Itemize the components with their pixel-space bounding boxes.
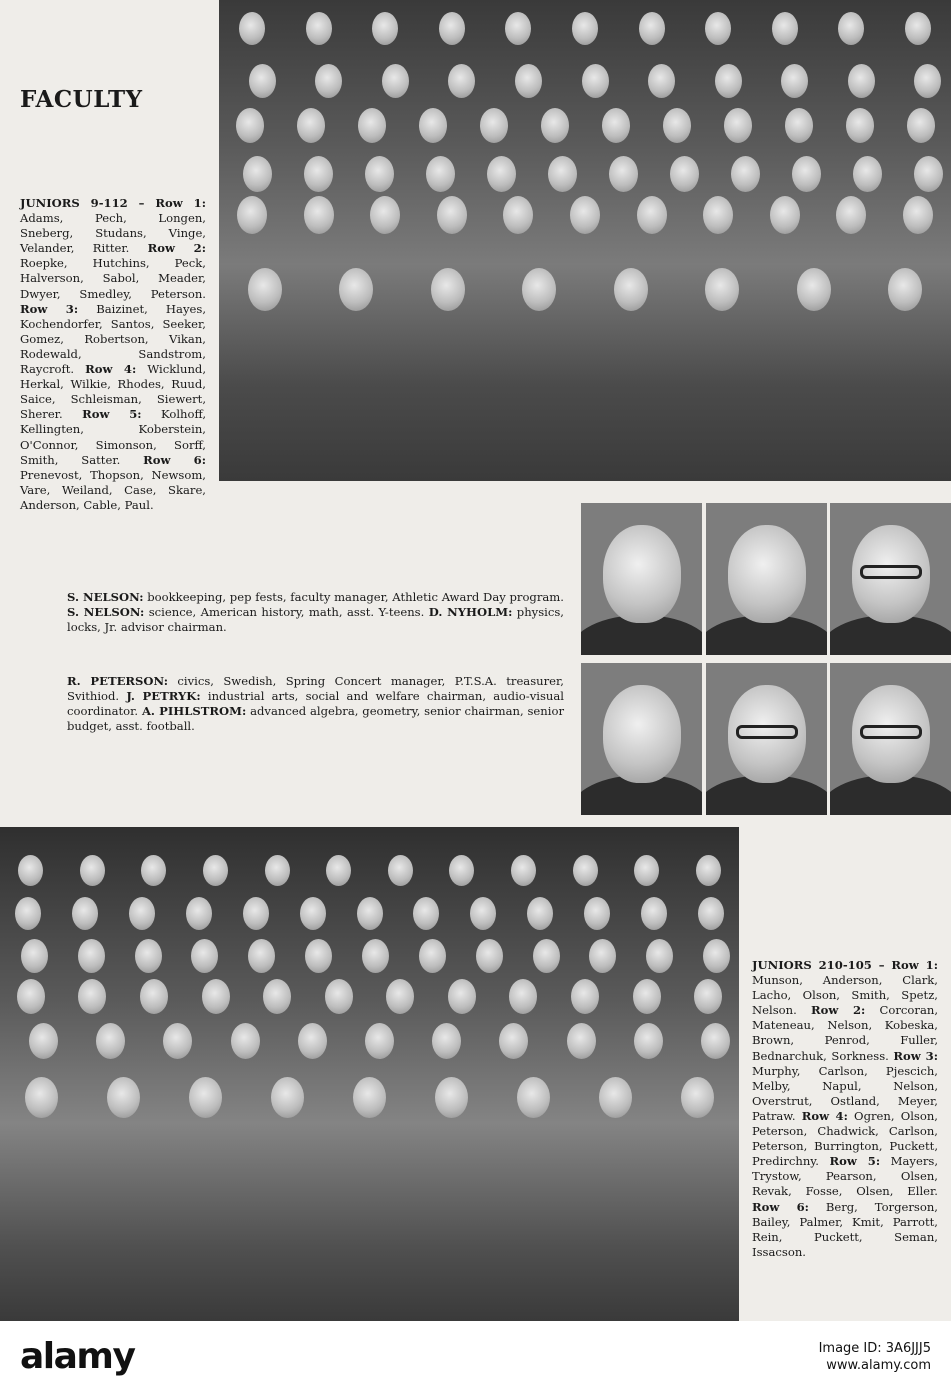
student-face (300, 897, 326, 930)
student-face (249, 64, 276, 98)
student-face (353, 1077, 386, 1118)
student-face (548, 156, 577, 192)
student-face (135, 939, 162, 973)
student-face (78, 939, 105, 973)
student-face (646, 939, 673, 973)
student-face (853, 156, 882, 192)
student-face (527, 897, 553, 930)
student-face (637, 196, 667, 234)
student-face (96, 1023, 125, 1059)
caption-label: JUNIORS 9-112 – Row 1: (20, 196, 206, 210)
student-face (339, 268, 373, 311)
image-id-text: Image ID: 3A6JJJ5 (818, 1341, 931, 1356)
student-face (129, 897, 155, 930)
student-face (435, 1077, 468, 1118)
caption-text: Wicklund, Herkal, Wilkie, Rhodes, Ruud, Saice, Schleisman, Siewert, Sherer. (20, 362, 207, 422)
student-face (243, 156, 272, 192)
student-face (72, 897, 98, 930)
student-face (365, 156, 394, 192)
student-face (515, 64, 542, 98)
faculty-portrait (581, 503, 702, 655)
student-face (480, 108, 508, 143)
student-face (358, 108, 386, 143)
student-face (589, 939, 616, 973)
student-face (265, 855, 290, 886)
faculty-caption-peterson-petryk-pihlstrom (67, 674, 564, 734)
caption-label: Row 5: (829, 1154, 881, 1169)
caption-text: industrial arts, social and welfare chairman, audio-visual coordinator. (67, 689, 564, 719)
caption-label: Row 4: (801, 1108, 848, 1123)
caption-text: Mayers, Trystow, Pearson, Olsen, Revak, Fosse, Olsen, Eller. (752, 1154, 939, 1199)
student-face (705, 12, 731, 45)
caption-label: Row 6: (143, 452, 206, 467)
student-face (304, 196, 334, 234)
student-face (78, 979, 106, 1014)
student-face (731, 156, 760, 192)
student-face (792, 156, 821, 192)
student-face (914, 156, 943, 192)
student-face (263, 979, 291, 1014)
student-face (663, 108, 691, 143)
site-url-text: www.alamy.com (826, 1358, 931, 1373)
caption-text: Ogren, Olson, Peterson, Chadwick, Carlson, Peterson, Burrington, Puckett, Predirchny. (752, 1108, 938, 1169)
student-face (163, 1023, 192, 1059)
bottom-group-caption (752, 958, 938, 1260)
student-face (522, 268, 556, 311)
student-face (470, 897, 496, 930)
student-face (848, 64, 875, 98)
student-face (785, 108, 813, 143)
student-face (365, 1023, 394, 1059)
student-face (476, 939, 503, 973)
student-face (838, 12, 864, 45)
student-face (25, 1077, 58, 1118)
student-face (781, 64, 808, 98)
student-face (541, 108, 569, 143)
student-face (248, 939, 275, 973)
caption-text: science, American history, math, asst. Y-teens. (144, 605, 429, 620)
student-face (186, 897, 212, 930)
student-face (141, 855, 166, 886)
caption-label: S. NELSON: (67, 605, 145, 620)
student-face (907, 108, 935, 143)
faculty-caption-nelson-nyholm (67, 590, 564, 635)
student-face (297, 108, 325, 143)
student-face (517, 1077, 550, 1118)
student-face (386, 979, 414, 1014)
student-face (614, 268, 648, 311)
student-face (315, 64, 342, 98)
caption-label: Row 4: (85, 362, 137, 377)
caption-text: Corcoran, Mateneau, Nelson, Kobeska, Brown, Penrod, Fuller, Bednarchuk, Sorkness. (752, 1003, 939, 1063)
student-face (567, 1023, 596, 1059)
student-face (419, 939, 446, 973)
faculty-portrait (830, 503, 951, 655)
student-face (696, 855, 721, 886)
student-face (648, 64, 675, 98)
student-face (511, 855, 536, 886)
caption-label: Row 3: (893, 1048, 938, 1063)
student-face (701, 1023, 730, 1059)
caption-text: advanced algebra, geometry, senior chairman, senior budget, asst. football. (67, 704, 564, 734)
student-face (705, 268, 739, 311)
caption-text: physics, locks, Jr. advisor chairman. (67, 605, 564, 635)
caption-text: Baizinet, Hayes, Kochendorfer, Santos, Seeker, Gomez, Robertson, Vikan, Rodewald, Sandstrom, Raycroft. (20, 301, 206, 377)
student-face (372, 12, 398, 45)
caption-label: J. PETRYK: (126, 689, 201, 704)
caption-text: Munson, Anderson, Clark, Lacho, Olson, Smith, Spetz, Nelson. (752, 973, 938, 1018)
student-face (509, 979, 537, 1014)
student-face (231, 1023, 260, 1059)
caption-text: Kolhoff, Kellingten, Koberstein, O'Connor, Simonson, Sorff, Smith, Satter. (20, 407, 207, 467)
student-face (243, 897, 269, 930)
student-face (413, 897, 439, 930)
student-face (715, 64, 742, 98)
student-face (694, 979, 722, 1014)
student-face (306, 12, 332, 45)
student-face (703, 196, 733, 234)
caption-label: Row 2: (147, 241, 206, 256)
student-face (107, 1077, 140, 1118)
caption-label: S. NELSON: (67, 590, 144, 604)
student-face (191, 939, 218, 973)
student-face (599, 1077, 632, 1118)
student-face (505, 12, 531, 45)
student-face (437, 196, 467, 234)
student-face (670, 156, 699, 192)
student-face (298, 1023, 327, 1059)
alamy-logo: alamy (20, 1336, 135, 1377)
student-face (609, 156, 638, 192)
student-face (431, 268, 465, 311)
student-face (903, 196, 933, 234)
caption-text: Adams, Pech, Longen, Sneberg, Studans, Vinge, Velander, Ritter. (20, 211, 206, 256)
student-face (602, 108, 630, 143)
student-face (724, 108, 752, 143)
student-face (426, 156, 455, 192)
student-face (189, 1077, 222, 1118)
student-face (499, 1023, 528, 1059)
student-face (681, 1077, 714, 1118)
student-face (503, 196, 533, 234)
caption-label: Row 5: (82, 407, 142, 422)
student-face (370, 196, 400, 234)
student-face (248, 268, 282, 311)
student-face (582, 64, 609, 98)
student-face (29, 1023, 58, 1059)
student-face (533, 939, 560, 973)
student-face (573, 855, 598, 886)
student-face (357, 897, 383, 930)
caption-text: civics, Swedish, Spring Concert manager, P.T.S.A. treasurer, Svithiod. (67, 674, 564, 704)
student-face (570, 196, 600, 234)
top-group-caption (20, 196, 206, 513)
student-face (325, 979, 353, 1014)
student-face (698, 897, 724, 930)
student-face (639, 12, 665, 45)
caption-label: JUNIORS 210-105 – Row 1: (752, 958, 938, 972)
student-face (846, 108, 874, 143)
student-face (448, 979, 476, 1014)
student-face (271, 1077, 304, 1118)
student-face (448, 64, 475, 98)
student-face (770, 196, 800, 234)
caption-label: R. PETERSON: (67, 674, 168, 688)
student-face (304, 156, 333, 192)
student-face (571, 979, 599, 1014)
caption-text: Murphy, Carlson, Pjescich, Melby, Napul, Nelson, Overstrut, Ostland, Meyer, Patraw. (752, 1063, 938, 1123)
caption-text: Roepke, Hutchins, Peck, Halverson, Sabol, Meader, Dwyer, Smedley, Peterson. (20, 256, 206, 301)
faculty-portrait (581, 663, 702, 815)
faculty-portrait (706, 503, 827, 655)
student-face (905, 12, 931, 45)
juniors-210-105-group-photo (0, 827, 739, 1321)
student-face (634, 855, 659, 886)
juniors-9-112-group-photo (219, 0, 951, 481)
student-face (432, 1023, 461, 1059)
faculty-portrait (830, 663, 951, 815)
student-face (772, 12, 798, 45)
student-face (836, 196, 866, 234)
student-face (914, 64, 941, 98)
caption-text: Berg, Torgerson, Bailey, Palmer, Kmit, Parrott, Rein, Puckett, Seman, Issacson. (752, 1199, 938, 1259)
student-face (449, 855, 474, 886)
student-face (80, 855, 105, 886)
student-face (18, 855, 43, 886)
student-face (634, 1023, 663, 1059)
student-face (203, 855, 228, 886)
student-face (419, 108, 447, 143)
stock-image-id (819, 1340, 931, 1374)
student-face (439, 12, 465, 45)
student-face (797, 268, 831, 311)
student-face (633, 979, 661, 1014)
caption-label: Row 3: (20, 301, 79, 316)
caption-label: Row 6: (752, 1199, 809, 1214)
student-face (382, 64, 409, 98)
student-face (362, 939, 389, 973)
faculty-portrait (706, 663, 827, 815)
student-face (202, 979, 230, 1014)
caption-label: D. NYHOLM: (428, 605, 513, 620)
student-face (305, 939, 332, 973)
page-title: FACULTY (20, 86, 143, 113)
student-face (15, 897, 41, 930)
watermark-footer (0, 1321, 951, 1390)
student-face (487, 156, 516, 192)
student-face (388, 855, 413, 886)
student-face (140, 979, 168, 1014)
student-face (236, 108, 264, 143)
caption-text: Prenevost, Thopson, Newsom, Vare, Weiland, Case, Skare, Anderson, Cable, Paul. (20, 467, 206, 512)
student-face (584, 897, 610, 930)
student-face (572, 12, 598, 45)
caption-text: bookkeeping, pep fests, faculty manager, Athletic Award Day program. (143, 590, 564, 604)
caption-label: Row 2: (811, 1003, 866, 1018)
student-face (703, 939, 730, 973)
student-face (641, 897, 667, 930)
student-face (888, 268, 922, 311)
student-face (239, 12, 265, 45)
student-face (237, 196, 267, 234)
caption-label: A. PIHLSTROM: (141, 704, 247, 719)
student-face (17, 979, 45, 1014)
student-face (21, 939, 48, 973)
student-face (326, 855, 351, 886)
